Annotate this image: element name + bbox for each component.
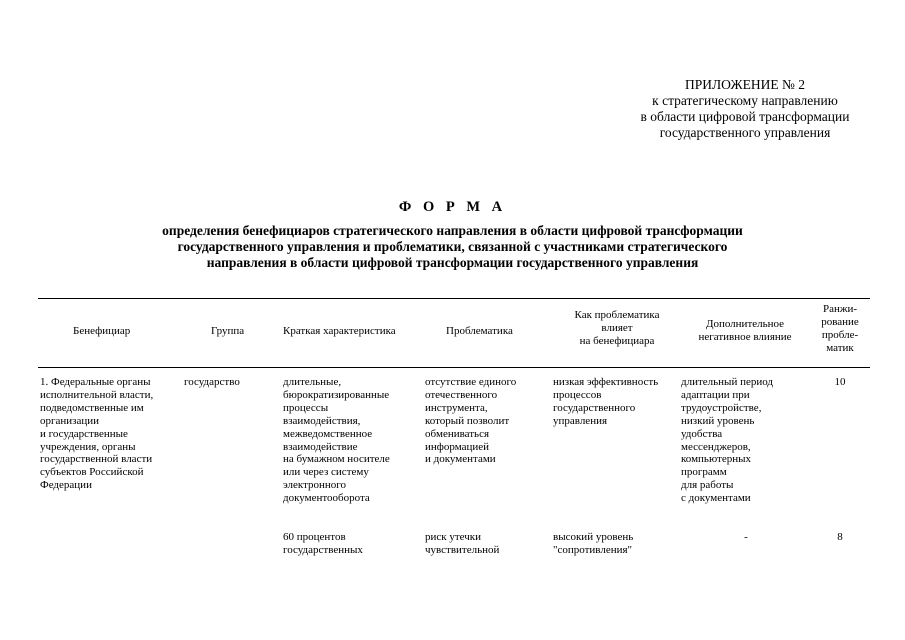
cell-line: и документами: [425, 453, 496, 466]
table-top-rule: [38, 298, 870, 299]
form-subtitle: [100, 223, 805, 271]
header-rank-line: рование: [821, 316, 859, 328]
header-negative: [680, 318, 810, 344]
cell-line: документооборота: [283, 492, 370, 505]
header-negative-line: Дополнительное: [705, 318, 785, 330]
cell-line: высокий уровень: [553, 531, 634, 543]
row1-problem: [425, 376, 516, 466]
form-subtitle-line: государственного управления и проблематики, связанной с участниками стратегического: [177, 239, 728, 254]
cell-line: информацией: [425, 440, 490, 453]
cell-line: 60 процентов: [283, 531, 346, 543]
appendix-line: к стратегическому направлению: [652, 93, 838, 108]
row2-impact: [553, 531, 633, 557]
row1-group: государство: [184, 376, 240, 388]
cell-line: отсутствие единого: [425, 376, 517, 388]
appendix-line: в области цифровой трансформации: [640, 109, 850, 124]
cell-line: процессы: [283, 401, 329, 414]
cell-line: инструмента,: [425, 401, 488, 414]
cell-line: государственного: [553, 401, 636, 414]
cell-line: исполнительной власти,: [40, 388, 154, 401]
cell-line: риск утечки: [425, 531, 482, 543]
cell-line: организации: [40, 414, 100, 427]
cell-line: 1. Федеральные органы: [40, 376, 151, 388]
cell-line: низкий уровень: [681, 414, 755, 427]
cell-line: длительные,: [283, 376, 342, 388]
row2-problem: [425, 531, 499, 557]
header-group: Группа: [211, 325, 245, 337]
appendix-number: ПРИЛОЖЕНИЕ № 2: [684, 77, 806, 92]
cell-line: трудоустройстве,: [681, 401, 762, 414]
cell-line: чувствительной: [425, 543, 500, 556]
row1-negative: [681, 376, 773, 505]
form-title: Ф О Р М А: [398, 199, 507, 215]
cell-line: "сопротивления": [553, 543, 633, 556]
cell-line: управления: [553, 414, 608, 427]
cell-line: программ: [681, 466, 727, 479]
header-problem: Проблематика: [446, 325, 513, 337]
cell-line: взаимодействие: [283, 440, 358, 453]
cell-line: для работы: [681, 479, 734, 492]
cell-line: на бумажном носителе: [283, 453, 390, 466]
header-rank-line: пробле-: [821, 329, 859, 341]
cell-line: удобства: [681, 427, 723, 440]
appendix-line: государственного управления: [659, 125, 831, 140]
row1-beneficiary: [40, 376, 153, 492]
cell-line: бюрократизированные: [283, 388, 390, 401]
header-beneficiary: Бенефициар: [73, 325, 131, 337]
header-impact: [553, 309, 681, 348]
header-impact-line: Как проблематика: [574, 309, 660, 321]
form-subtitle-line: определения бенефициаров стратегического направления в области цифровой трансформации: [162, 223, 743, 238]
cell-line: взаимодействия,: [283, 414, 361, 427]
cell-line: государственной власти: [40, 453, 153, 466]
cell-line: межведомственное: [283, 427, 373, 440]
cell-line: длительный период: [681, 376, 774, 388]
table-header-rule: [38, 367, 870, 368]
header-characteristic: Краткая характеристика: [283, 325, 396, 337]
cell-line: и государственные: [40, 427, 128, 440]
cell-line: электронного: [283, 479, 347, 492]
cell-line: подведомственные им: [40, 401, 144, 414]
cell-line: мессенджеров,: [681, 440, 751, 453]
cell-line: низкая эффективность: [553, 376, 659, 388]
cell-line: компьютерных: [681, 453, 751, 466]
cell-line: адаптации при: [681, 388, 750, 401]
cell-line: обмениваться: [425, 427, 490, 440]
header-impact-line: влияет: [601, 322, 633, 334]
header-rank-line: Ранжи-: [822, 303, 858, 315]
row1-characteristic: [283, 376, 390, 505]
header-negative-line: негативное влияние: [698, 331, 792, 343]
row2-rank: 8: [837, 531, 843, 543]
cell-line: отечественного: [425, 388, 498, 401]
cell-line: процессов: [553, 388, 602, 401]
row2-negative: -: [744, 531, 748, 543]
row1-impact: [553, 376, 658, 428]
header-impact-line: на бенефициара: [579, 335, 655, 347]
cell-line: или через систему: [283, 466, 369, 479]
row2-characteristic: [283, 531, 363, 557]
header-rank: [812, 303, 868, 355]
cell-line: который позволит: [425, 414, 510, 427]
cell-line: учреждения, органы: [40, 440, 136, 453]
cell-line: с документами: [681, 492, 751, 505]
cell-line: субъектов Российской: [40, 466, 144, 479]
form-subtitle-line: направления в области цифровой трансформации государственного управления: [206, 255, 699, 270]
appendix-caption: [600, 77, 890, 141]
cell-line: государственных: [283, 543, 363, 556]
row1-rank: 10: [834, 376, 846, 388]
cell-line: Федерации: [40, 479, 92, 492]
header-rank-line: матик: [826, 342, 854, 354]
